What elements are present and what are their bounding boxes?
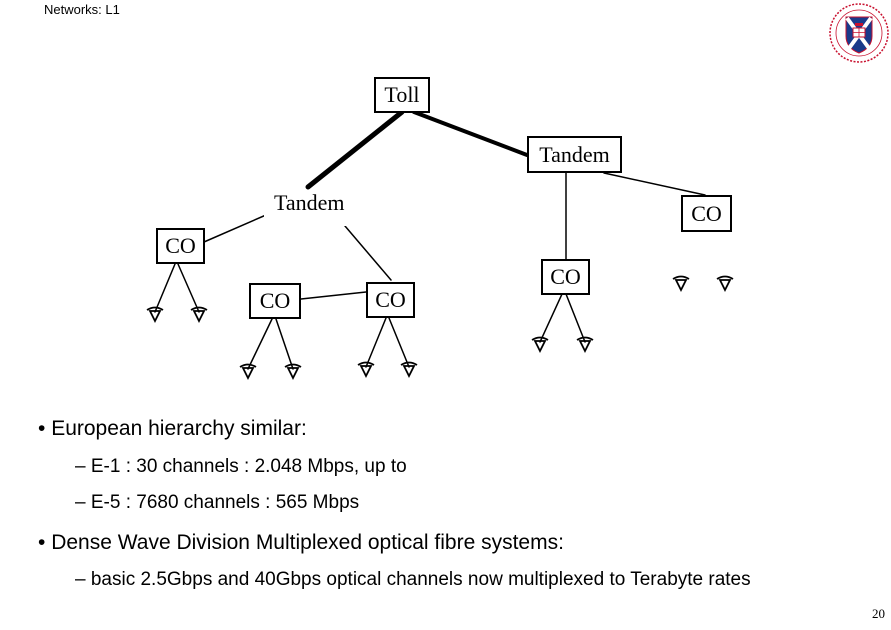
- bullet-text: European hierarchy similar:: [51, 417, 307, 440]
- sub-bullet-e5: [75, 492, 359, 514]
- bullet-european: [38, 417, 307, 441]
- tandem-right-node: Tandem: [527, 136, 622, 173]
- co-mid-left-node: CO: [249, 283, 301, 319]
- sub-bullet-text: basic 2.5Gbps and 40Gbps optical channels now multiplexed to Terabyte rates: [90, 569, 751, 590]
- co-left-node: CO: [156, 228, 205, 264]
- slide-header: Networks: L1: [44, 2, 120, 17]
- co-center-node: CO: [541, 259, 590, 295]
- sub-bullet-dwdm-rates: [75, 569, 751, 591]
- telephone-icons: [147, 277, 733, 379]
- bullet-text: Dense Wave Division Multiplexed optical fibre systems:: [51, 531, 564, 554]
- co-mid-right-node: CO: [366, 282, 415, 318]
- bullet-dot: •: [38, 417, 52, 440]
- sub-bullet-e1: [75, 456, 407, 478]
- bullet-dot: •: [38, 531, 52, 554]
- toll-node: Toll: [374, 77, 430, 113]
- co-right-node: CO: [681, 195, 732, 232]
- sub-bullet-dash: –: [75, 456, 91, 477]
- sub-bullet-dash: –: [75, 492, 91, 513]
- sub-bullet-dash: –: [75, 569, 91, 590]
- page-number: 20: [872, 606, 885, 621]
- tandem-left-node: Tandem: [264, 192, 361, 226]
- sub-bullet-text: E-5 : 7680 channels : 565 Mbps: [90, 492, 360, 513]
- sub-bullet-text: E-1 : 30 channels : 2.048 Mbps, up to: [90, 456, 407, 477]
- bullet-dwdm: [38, 531, 564, 555]
